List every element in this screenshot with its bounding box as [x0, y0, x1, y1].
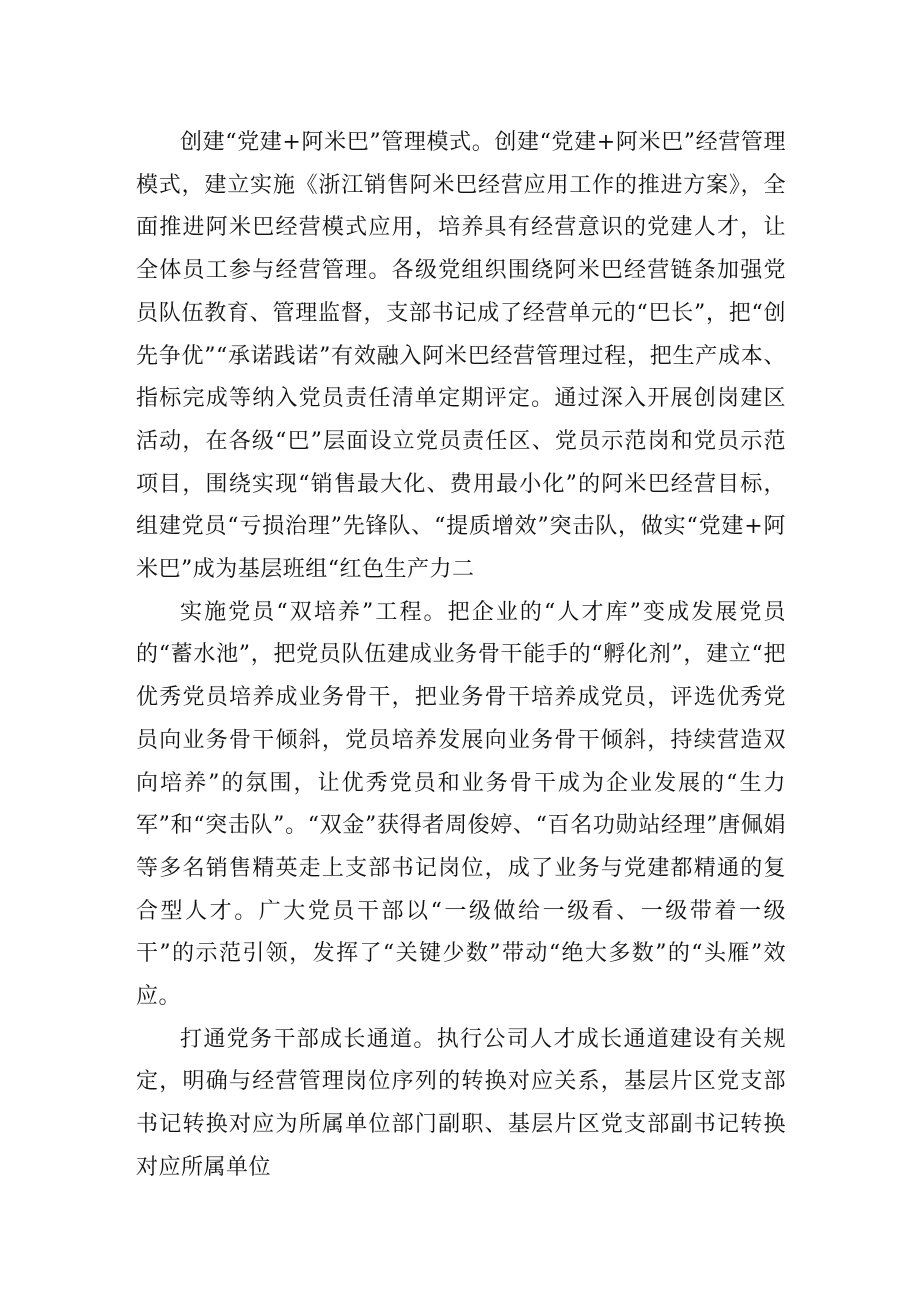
document-body [136, 122, 786, 1190]
paragraph-amoeba-management: 创建“党建+阿米巴”管理模式。创建“党建+阿米巴”经营管理模式，建立实施《浙江销售阿米巴经营应用工作的推进方案》，全面推进阿米巴经营模式应用，培养具有经营意识的党建人才，让全体员工参与经营管理。各级党组织围绕阿米巴经营链条加强党员队伍教育、管理监督，支部书记成了经营单元的“巴长”，把“创先争优”“承诺践诺”有效融入阿米巴经营管理过程，把生产成本、指标完成等纳入党员责任清单定期评定。通过深入开展创岗建区活动，在各级“巴”层面设立党员责任区、党员示范岗和党员示范项目，围绕实现“销售最大化、费用最小化”的阿米巴经营目标，组建党员“亏损治理”先锋队、“提质增效”突击队，做实“党建+阿米巴”成为基层班组“红色生产力二 [136, 130, 786, 583]
paragraph-career-channel: 打通党务干部成长通道。执行公司人才成长通道建设有关规定，明确与经营管理岗位序列的转换对应关系，基层片区党支部书记转换对应为所属单位部门副职、基层片区党支部副书记转换对应所属单位 [136, 1026, 786, 1180]
paragraph-dual-cultivation: 实施党员“双培养”工程。把企业的“人才库”变成发展党员的“蓄水池”，把党员队伍建成业务骨干能手的“孵化剂”，建立“把优秀党员培养成业务骨干，把业务骨干培养成党员，评选优秀党员向业务骨干倾斜，党员培养发展向业务骨干倾斜，持续营造双向培养”的氛围，让优秀党员和业务骨干成为企业发展的“生力军”和“突击队”。“双金”获得者周俊婷、“百名功勋站经理”唐佩娟等多名销售精英走上支部书记岗位，成了业务与党建都精通的复合型人才。广大党员干部以“一级做给一级看、一级带着一级干”的示范引领，发挥了“关键少数”带动“绝大多数”的“头雁”效应。 [136, 599, 786, 1010]
